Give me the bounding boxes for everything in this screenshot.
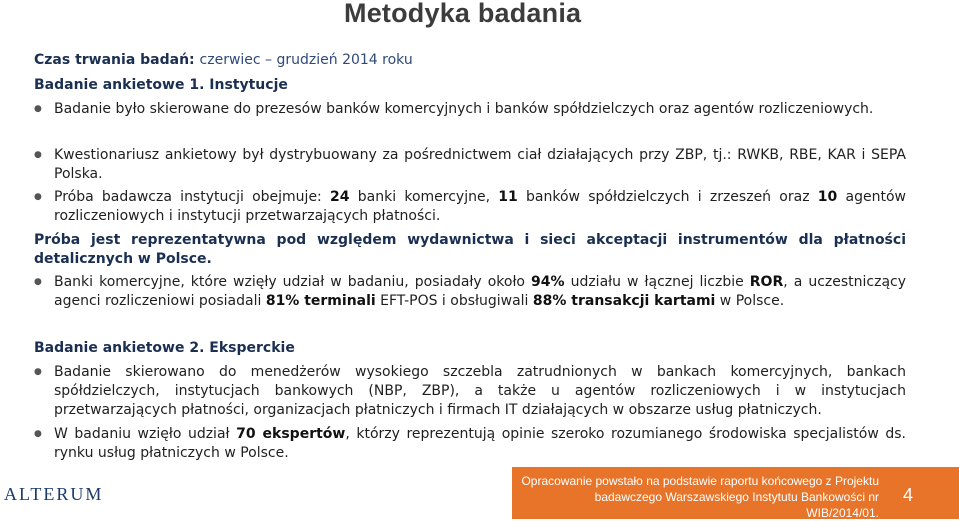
alterum-logo: ALTERUM [4, 484, 104, 504]
bullet-icon: ● [34, 150, 42, 160]
bullet-icon: ● [34, 429, 42, 439]
ror-label: ROR [749, 274, 784, 290]
text-segment: , którzy reprezentują opinie szeroko rozumianego środowiska specjalistów ds. rynku usług płatniczych w Polsce. [54, 426, 906, 461]
survey1-b2-text: Kwestionariusz ankietowy był dystrybuowany za pośrednictwem ciał działających przy ZBP, tj.: RWKB, RBE, KAR i SEPA Polska. [54, 147, 906, 182]
duration-value: czerwiec – grudzień 2014 roku [199, 52, 413, 68]
survey1-heading: Badanie ankietowe 1. Instytucje [34, 77, 288, 93]
share-ror: 94% [531, 274, 565, 290]
text-segment: banków spółdzielczych i zrzeszeń oraz [517, 189, 818, 205]
footer [0, 467, 959, 519]
count-cooperative: 11 [498, 189, 518, 205]
share-terminals: 81% terminali [265, 293, 376, 309]
text-segment: Banki komercyjne, które wzięły udział w badaniu, posiadały około [54, 274, 532, 290]
survey1-b1-text: Badanie było skierowane do prezesów banków komercyjnych i banków spółdzielczych oraz agentów rozliczeniowych. [54, 101, 874, 117]
survey2-b1-text: Badanie skierowano do menedżerów wysokiego szczebla zatrudnionych w bankach komercyjnych, bankach spółdzielczych, instytucjach bankowych (NBP, ZBP), a także u agentów rozliczeniowych i w instytucjach przetwarzających płatności, organizacjach płatniczych i firmach IT działających w obszarze usług płatniczych. [54, 364, 906, 418]
source-note: Opracowanie powstało na podstawie raportu końcowego z Projektu badawczego Warszawskiego Instytutu Bankowości nr WIB/2014/01. [521, 474, 879, 520]
text-segment: , a uczestniczący agenci rozliczeniowi posiadali [54, 274, 907, 309]
text-segment: Próba badawcza instytucji obejmuje: [54, 189, 331, 205]
survey1-b3-text [54, 188, 906, 226]
text-segment: w Polsce. [715, 293, 785, 309]
footer-banner [512, 467, 959, 519]
bullet-icon: ● [34, 192, 42, 202]
share-transactions: 88% transakcji kartami [532, 293, 716, 309]
duration-label: Czas trwania badań: [34, 52, 195, 68]
duration-row [34, 52, 413, 68]
page-number: 4 [902, 485, 913, 505]
text-segment: W badaniu wzięło udział [54, 426, 237, 442]
text-segment: udziału w łącznej liczbie [564, 274, 750, 290]
survey2-b2-text [54, 425, 906, 463]
experts-count: 70 ekspertów [236, 426, 346, 442]
bullet-icon: ● [34, 104, 42, 114]
representativeness-note: Próba jest reprezentatywna pod względem wydawnictwa i sieci akceptacji instrumentów dla płatności detalicznych w Polsce. [34, 232, 906, 267]
text-segment: EFT-POS i obsługiwali [375, 293, 533, 309]
bullet-icon: ● [34, 367, 42, 377]
text-segment: agentów rozliczeniowych i instytucji przetwarzających płatności. [54, 189, 906, 224]
survey2-heading: Badanie ankietowe 2. Eksperckie [34, 340, 295, 356]
text-segment: banki komercyjne, [349, 189, 499, 205]
survey1-b4-text [54, 273, 906, 311]
count-commercial: 24 [330, 189, 350, 205]
bullet-icon: ● [34, 277, 42, 287]
page-title: Metodyka badania [344, 0, 582, 28]
count-agents: 10 [817, 189, 838, 205]
